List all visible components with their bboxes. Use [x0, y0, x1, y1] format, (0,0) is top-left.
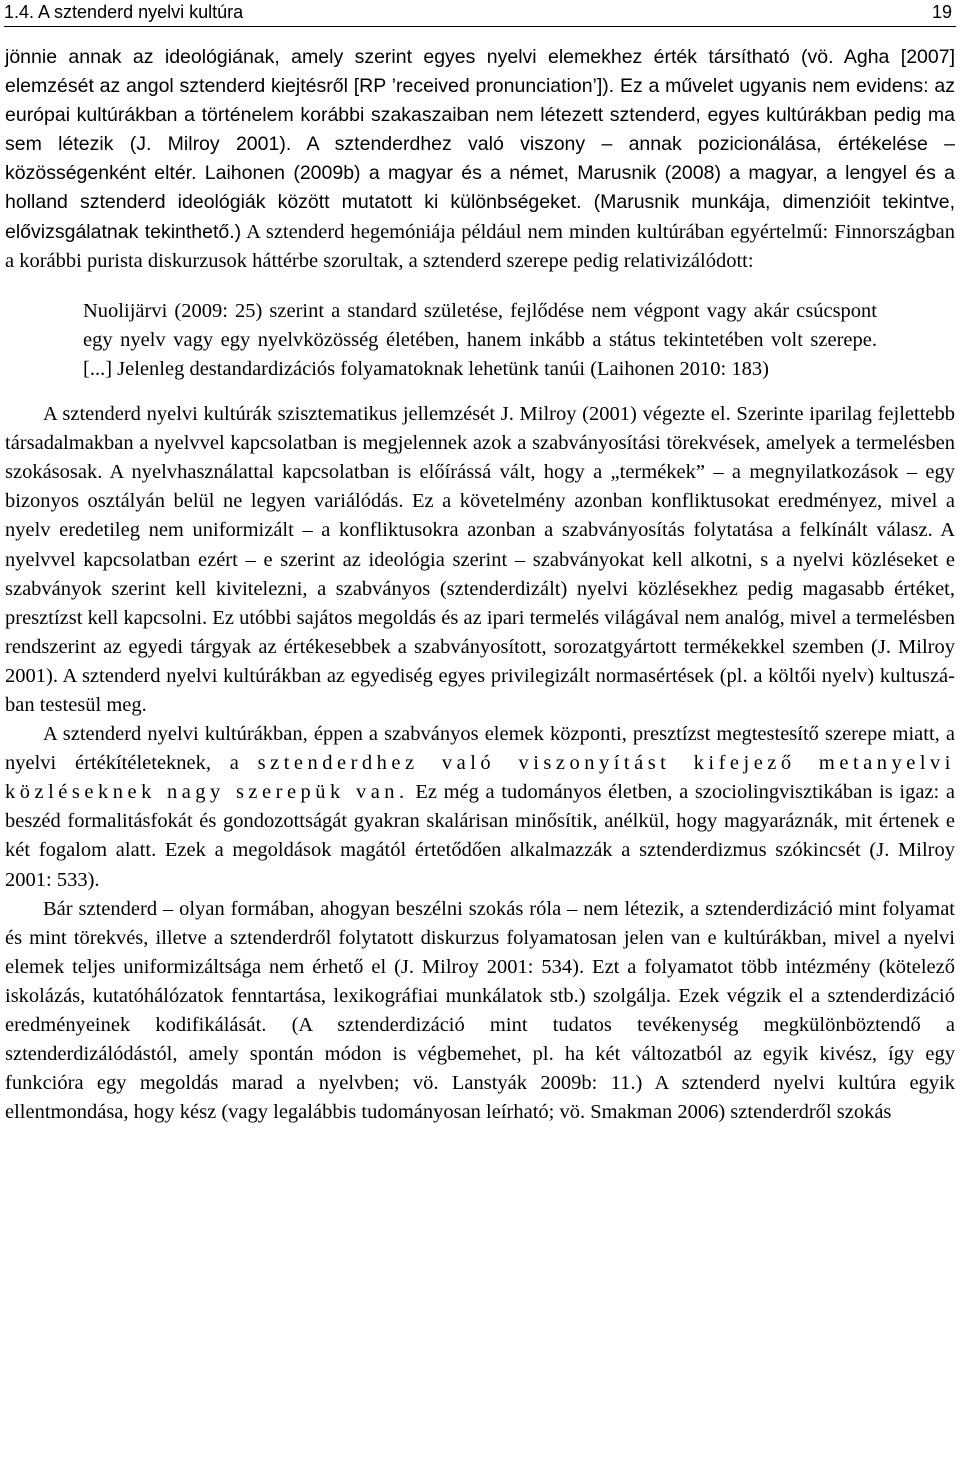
paragraph-3	[5, 720, 955, 895]
page-number: 19	[931, 2, 952, 22]
paragraph-1-lead: jönnie annak az ideológiának, amely szerint egyes nyelvi elemekhez érték társítható (vö. Agha [2007] elemzését az angol sztenderd kiejtésről [RP ’received pronunciation’]). Ez a művelet ugyanis nem evidens: az európai kultúrákban a történelem korábbi szakaszaiban nem létezett sztenderd, egyes kultúrákban pedig ma sem létezik (J. Milroy 2001). A sztenderdhez való viszony – annak pozicionálása, értékelése – közösségenként eltér. Laihonen (2009b) a magyar és a német, Marusnik (2008) a magyar, a lengyel és a holland sztenderd ideológiák között mutatott ki különbségeket. (Marusnik munkája, dimenzióit tekintve, elővizsgálatnak tekinthető.)	[5, 46, 955, 243]
block-quote: Nuolijärvi (2009: 25) szerint a standard születése, fejlődése nem végpont vagy akár csúcspont egy nyelv vagy egy nyelvközösség életében, hanem inkább a státus tekintetében volt szerepe. [...] Jelenleg destandardizációs folyamatoknak lehetünk tanúi (Laihonen 2010: 183)	[83, 299, 877, 380]
paragraph-1-tail: A sztenderd hegemóniája például nem minden kultúrában egyértelmű: Finnországban a korábbi purista diskurzusok háttérbe szorultak, a sztenderd szerepe pedig relativizálódott:	[5, 220, 956, 272]
paragraph-3-emphasis: sztenderdhez való viszonyítást kifejező metanyelvi közléseknek nagy szerepük van.	[5, 752, 955, 804]
running-header	[4, 0, 956, 27]
body-text	[5, 43, 955, 1127]
section-title: 1.4. A sztenderd nyelvi kultúra	[4, 2, 244, 22]
paragraph-2: A sztenderd nyelvi kultúrák szisztematikus jellemzését J. Milroy (2001) végezte el. Szerinte iparilag fejlettebb társadalmakban a nyelvvel kapcsolatban is megjelennek azok a szabványosítási törekvések, amelyek a termelésben szokásosak. A nyelvhasználattal kapcsolatban is előírássá vált, hogy a „termékek” – a megnyilatkozások – egy bizonyos osztályán belül ne legyen variálódás. Ez a követelmény azonban konfliktusokat eredményez, mivel a nyelv eredetileg nem uniformizált – a konfliktusokra azonban a szabványosítás folytatása a felkínált válasz. A nyelvvel kapcsolatban ezért – e szerint az ideológia szerint – szabványokat kell alkotni, s a nyelvi közléseket e szabványok szerint kell kivitelezni, a szabványos (sztenderdizált) nyelvi közlésekhez pedig magasabb értéket, presztízst kell kapcsolni. Ez utóbbi sajátos megoldás és az ipari termelés világával nem analóg, mivel a termelésben rendszerint az egyedi tárgyak az értékesebbek a szabványosított, sorozatgyártott termékekkel szemben (J. Milroy 2001). A sztenderd nyelvi kultúrákban az egyediség egyes privilegizált normasértések (pl. a költői nyelv) kultuszában testesül meg.	[5, 403, 955, 716]
paragraph-1	[5, 43, 955, 276]
paragraph-3-end: Ez még a tudományos életben, a szociolingvisztikában is igaz: a beszéd formalitásfokát és gondozottságát gyakran skalárisan minősítik, anélkül, hogy magyaráznák, mit értenek e két fogalom alatt. Ezek a megoldások magától értetődően alkalmazzák a sztenderdizmus szókincsét (J. Milroy 2001: 533).	[5, 781, 955, 891]
paragraph-3-start: A sztenderd nyelvi kultúrákban, éppen a szabványos elemek központi, presztízst megtestesítő szerepe miatt, a nyelvi értékítéleteknek, a	[5, 723, 955, 775]
paragraph-4: Bár sztenderd – olyan formában, ahogyan beszélni szokás róla – nem létezik, a sztenderdizáció mint folyamat és mint törekvés, illetve a sztenderdről folytatott diskurzus folyamatosan jelen van e kultúrákban, mivel a nyelvi elemek teljes uniformizáltsága nem érhető el (J. Milroy 2001: 534). Ezt a folyamatot több intézmény (kötelező iskolázás, kutatóhálózatok fenntartása, lexikográfiai munkálatok stb.) szolgálja. Ezek végzik el a sztenderdizáció eredményeinek kodifikálását. (A sztenderdizáció mint tudatos tevékenység megkülönböztendő a sztenderdizálódástól, amely spontán módon is végbemehet, pl. ha két változatból az egyik kivész, így egy funkcióra egy megoldás marad a nyelvben; vö. Lanstyák 2009b: 11.) A sztenderd nyelvi kultúra egyik ellentmondása, hogy kész (vagy legalábbis tudományosan leírható; vö. Smakman 2006) sztenderdről szokás	[5, 897, 955, 1124]
